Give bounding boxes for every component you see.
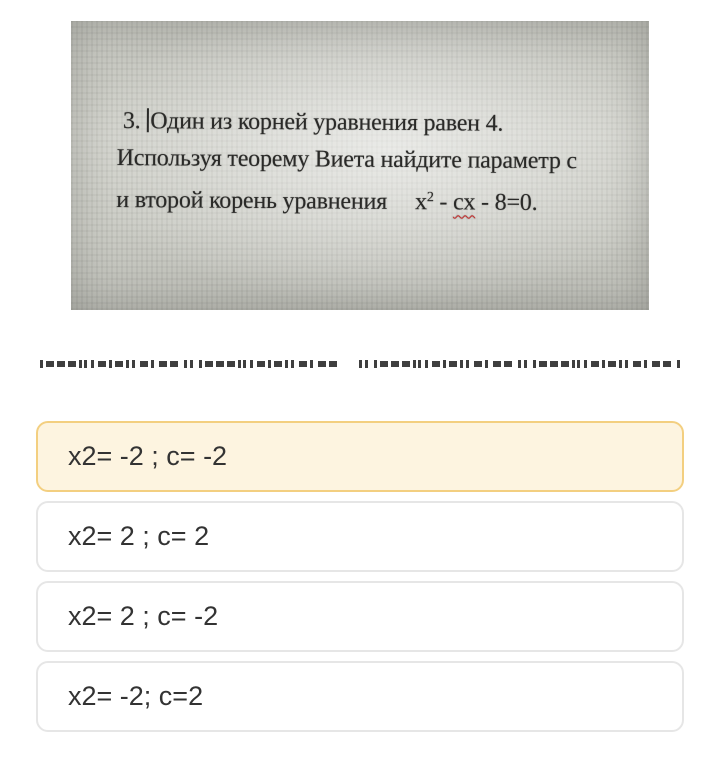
answer-options <box>36 421 684 741</box>
equation <box>415 189 538 216</box>
separator-dash <box>126 360 129 368</box>
separator-dash <box>268 360 271 368</box>
separator-dash <box>227 361 235 367</box>
separator-dash <box>625 360 628 368</box>
separator-dash <box>151 360 154 368</box>
separator-dash <box>132 360 135 368</box>
separator-dash <box>619 360 622 368</box>
separator-dash <box>677 360 680 368</box>
separator-dash <box>299 361 307 367</box>
separator-dash <box>91 360 94 368</box>
task-text <box>116 103 637 223</box>
separator-dash <box>79 360 82 368</box>
task-line-1 <box>117 103 637 144</box>
separator-dash <box>329 361 337 367</box>
answer-option-label: x2= -2 ; c= -2 <box>68 441 228 471</box>
separator-dash <box>170 361 178 367</box>
separator-dash <box>291 360 294 368</box>
separator-dash <box>285 360 288 368</box>
answer-option-2[interactable] <box>36 501 684 572</box>
separator-dash <box>318 361 326 367</box>
equation-end: - 8=0. <box>475 189 538 216</box>
separator-dash <box>584 360 587 368</box>
task-photo <box>71 21 649 310</box>
separator-dash <box>243 360 246 368</box>
separator-dash <box>57 361 65 367</box>
separator-dash <box>365 360 368 368</box>
equation-x: x <box>414 189 427 216</box>
separator-dash <box>68 361 76 367</box>
separator-dash <box>205 361 213 367</box>
separator-dash <box>485 360 488 368</box>
separator-dash <box>432 361 440 367</box>
separator-dash <box>359 360 362 368</box>
task-number: 3. <box>122 108 141 135</box>
separator-dash <box>216 361 224 367</box>
separator-dash <box>140 361 148 367</box>
separator-dash <box>159 361 167 367</box>
separator-dash <box>374 360 377 368</box>
separator-dash <box>413 360 416 368</box>
task-line-3 <box>116 177 636 223</box>
separator-dash <box>591 361 599 367</box>
separator-dash <box>115 361 123 367</box>
separator-dash <box>98 361 106 367</box>
answer-option-label: x2= 2 ; c= -2 <box>68 601 219 631</box>
separator-dash <box>518 360 521 368</box>
equation-minus: - <box>433 189 454 216</box>
separator-dash <box>652 361 660 367</box>
separator-dash <box>524 360 527 368</box>
separator-dash <box>608 361 616 367</box>
separator-dash <box>199 360 202 368</box>
separator-dash <box>190 360 193 368</box>
separator-dash <box>391 361 399 367</box>
separator-dash <box>380 361 388 367</box>
separator-dash <box>663 361 671 367</box>
answer-option-1[interactable] <box>36 421 684 492</box>
separator-dash <box>550 361 558 367</box>
separator-dash <box>425 360 428 368</box>
separator-dash <box>257 361 265 367</box>
task-line-1-text: Один из корней уравнения равен 4. <box>150 108 504 137</box>
task-line-3-text: и второй корень уравнения <box>116 186 388 215</box>
separator-dash <box>474 361 482 367</box>
separator-dash <box>46 361 54 367</box>
equation-cx: cx <box>452 189 476 216</box>
separator-dash <box>402 361 410 367</box>
separator-dash <box>572 360 575 368</box>
task-line-2: Используя теорему Виета найдите параметр с <box>116 144 578 175</box>
answer-option-label: x2= -2; c=2 <box>68 681 204 711</box>
separator-dash <box>84 360 87 368</box>
separator-dash <box>460 360 463 368</box>
separator-dash <box>184 360 187 368</box>
separator-dash <box>577 360 580 368</box>
separator-dash <box>250 360 253 368</box>
answer-option-label: x2= 2 ; c= 2 <box>68 521 210 551</box>
separator-dash <box>449 361 457 367</box>
separator-dash <box>561 361 569 367</box>
separator-dash <box>238 360 241 368</box>
separator-dash <box>493 361 501 367</box>
answer-option-4[interactable] <box>36 661 684 732</box>
separator-dash <box>504 361 512 367</box>
separator-dash <box>533 360 536 368</box>
separator-dash <box>418 360 421 368</box>
separator-dash <box>466 360 469 368</box>
separator-dash <box>644 360 647 368</box>
separator-dash <box>443 360 446 368</box>
equation-power: 2 <box>426 190 434 206</box>
separator-dash <box>602 360 605 368</box>
separator-dash <box>109 360 112 368</box>
separator-dash <box>310 360 313 368</box>
separator-dash <box>539 361 547 367</box>
separator-dash <box>40 360 43 368</box>
answer-option-3[interactable] <box>36 581 684 652</box>
separator-dash <box>274 361 282 367</box>
separator-dash <box>633 361 641 367</box>
dashed-separator <box>40 358 682 370</box>
